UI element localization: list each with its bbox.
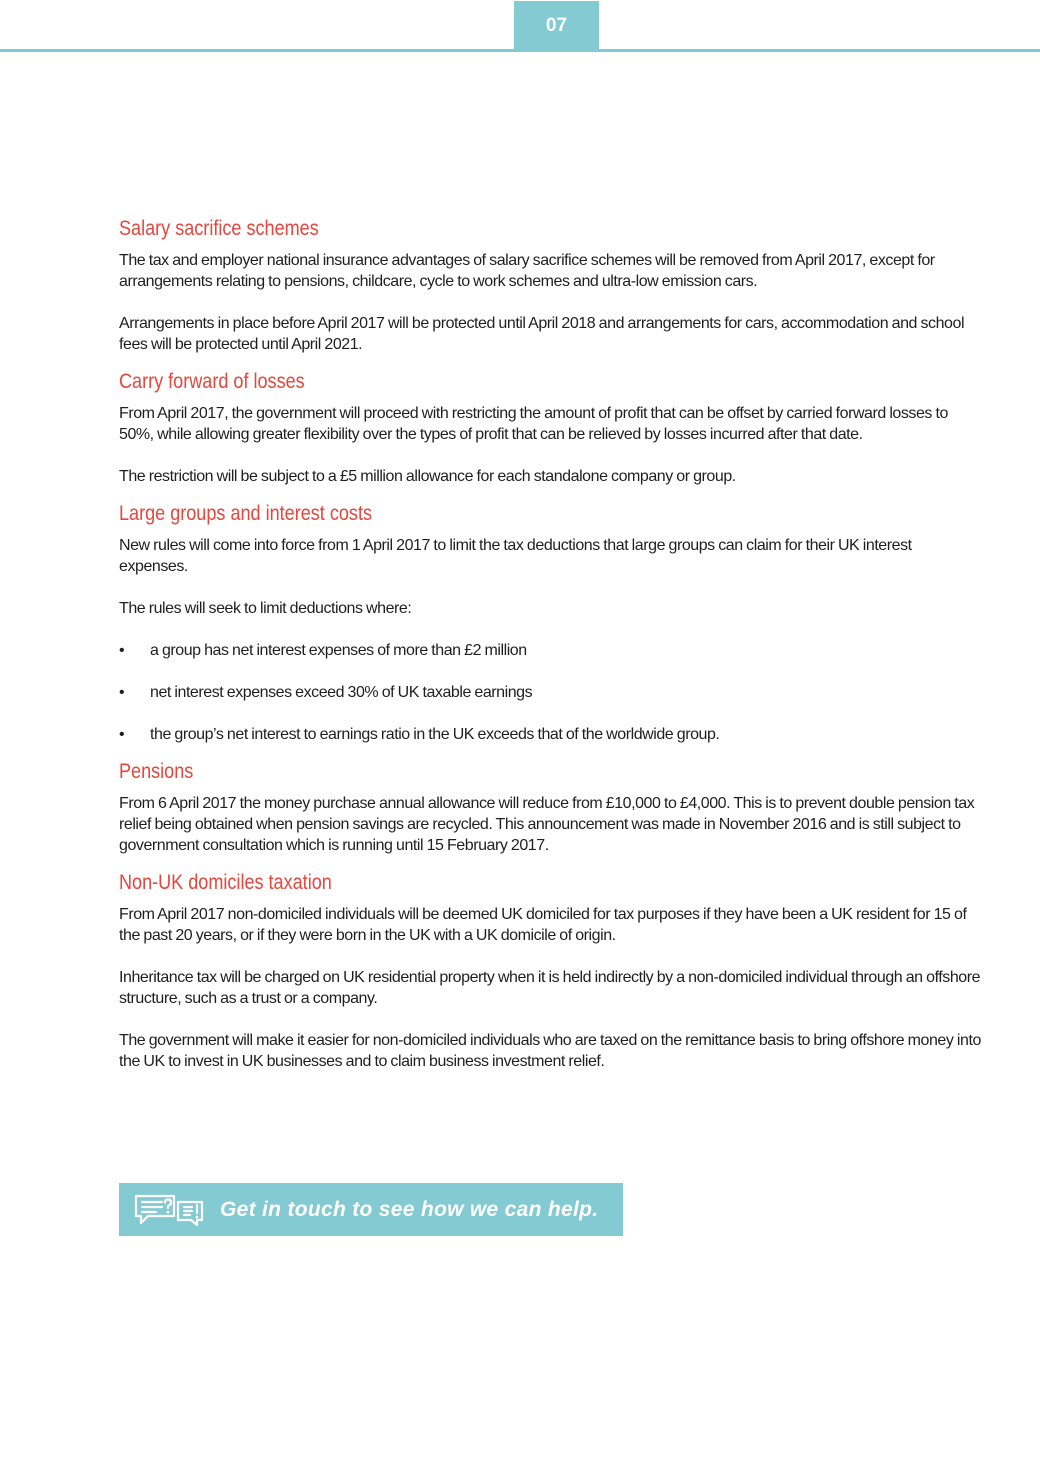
bullet-item bbox=[119, 640, 981, 661]
section-pensions bbox=[119, 757, 981, 856]
paragraph: The restriction will be subject to a £5 million allowance for each standalone company or group. bbox=[119, 468, 736, 485]
page-number: 07 bbox=[514, 1, 599, 51]
bullet-icon: • bbox=[119, 642, 125, 659]
section-non-uk-domiciles bbox=[119, 868, 981, 1072]
paragraph: From April 2017, the government will proceed with restricting the amount of profit that can be offset by carried forward losses to 50%, while allowing greater flexibility over the types of profit that can be relieved by losses incurred after that date. bbox=[119, 405, 948, 443]
contact-banner-text: Get in touch to see how we can help. bbox=[220, 1197, 599, 1221]
speech-bubbles-icon bbox=[134, 1194, 204, 1226]
paragraph: Arrangements in place before April 2017 will be protected until April 2018 and arrangements for cars, accommodation and school fees will be protected until April 2021. bbox=[119, 315, 965, 353]
bullet-item bbox=[119, 682, 981, 703]
bullet-text: a group has net interest expenses of more than £2 million bbox=[150, 642, 527, 659]
paragraph: Inheritance tax will be charged on UK residential property when it is held indirectly by a non-domiciled individual through an offshore structure, such as a trust or a company. bbox=[119, 969, 981, 1007]
section-heading: Non-UK domiciles taxation bbox=[119, 871, 332, 894]
bullet-icon: • bbox=[119, 684, 125, 701]
main-content bbox=[119, 214, 981, 1084]
section-heading: Carry forward of losses bbox=[119, 370, 305, 393]
paragraph: The rules will seek to limit deductions where: bbox=[119, 600, 412, 617]
paragraph: The government will make it easier for non-domiciled individuals who are taxed on the remittance basis to bring offshore money into the UK to invest in UK businesses and to claim business investment relief. bbox=[119, 1032, 981, 1070]
paragraph: The tax and employer national insurance advantages of salary sacrifice schemes will be removed from April 2017, except for arrangements relating to pensions, childcare, cycle to work schemes and ultra-low emission cars. bbox=[119, 252, 935, 290]
paragraph: From April 2017 non-domiciled individuals will be deemed UK domiciled for tax purposes if they have been a UK resident for 15 of the past 20 years, or if they were born in the UK with a UK domicile of origin. bbox=[119, 906, 967, 944]
section-salary-sacrifice bbox=[119, 214, 981, 355]
section-carry-forward-losses bbox=[119, 367, 981, 487]
paragraph: New rules will come into force from 1 April 2017 to limit the tax deductions that large groups can claim for their UK interest expenses. bbox=[119, 537, 912, 575]
section-heading: Salary sacrifice schemes bbox=[119, 217, 319, 240]
paragraph: From 6 April 2017 the money purchase annual allowance will reduce from £10,000 to £4,000. This is to prevent double pension tax relief being obtained when pension savings are recycled. This announcement was made in November 2016 and is still subject to government consultation which is running until 15 February 2017. bbox=[119, 795, 975, 854]
bullet-text: the group’s net interest to earnings ratio in the UK exceeds that of the worldwide group. bbox=[150, 726, 720, 743]
bullet-icon: • bbox=[119, 726, 125, 743]
contact-banner[interactable] bbox=[119, 1183, 623, 1236]
section-heading: Pensions bbox=[119, 760, 194, 783]
section-heading: Large groups and interest costs bbox=[119, 502, 373, 525]
bullet-list bbox=[119, 640, 981, 745]
bullet-item bbox=[119, 724, 981, 745]
bullet-text: net interest expenses exceed 30% of UK taxable earnings bbox=[150, 684, 533, 701]
section-large-groups-interest bbox=[119, 499, 981, 745]
